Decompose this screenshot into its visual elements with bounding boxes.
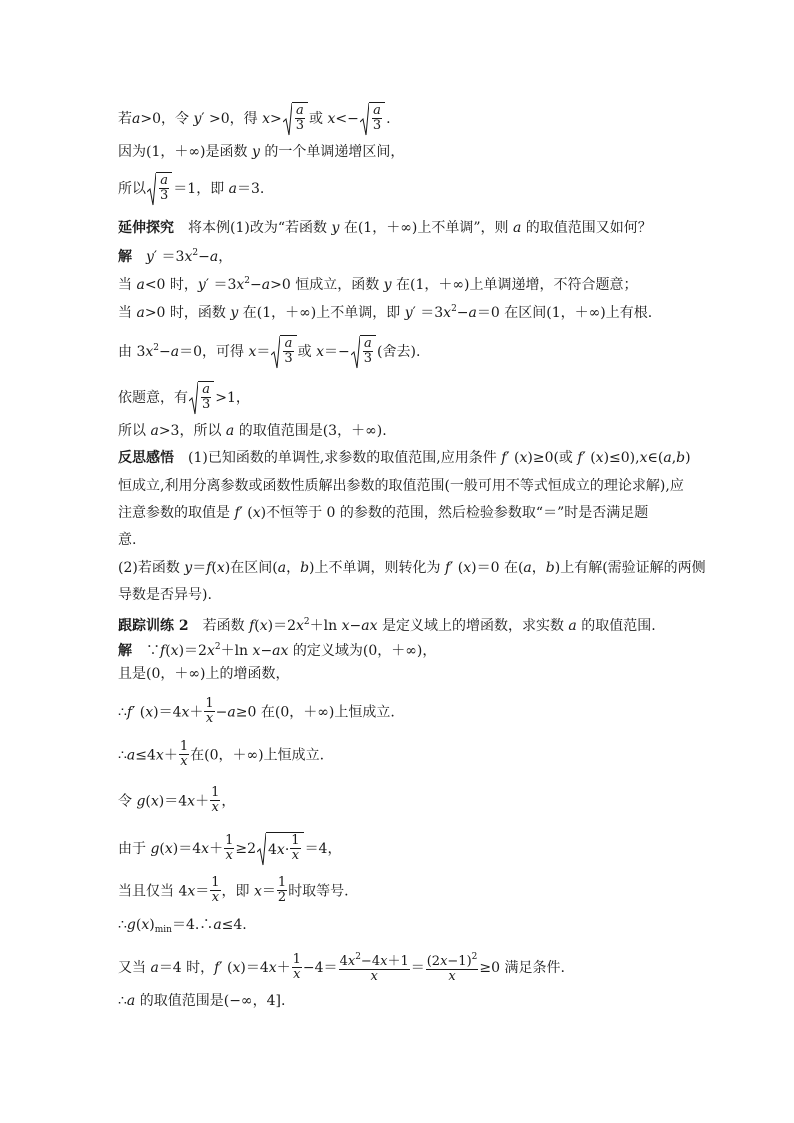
line-2: 因为(1，＋∞)是函数 y 的一个单调递增区间， [118,144,405,160]
line-26: 又当 a＝4 时，f′ (x)＝4x＋ $\frac{1}{x}$ −4＝ $\frac{4x^2-4x+1}{x}$ ＝ $\frac{(2x-1)^2}{x}$ ≥0 满足条件. [118,951,565,984]
sqrt-a-over-3: $\frac{a}{3}$ [283,102,308,136]
line-9: 依题意，有 $\frac{a}{3}$ >1， [118,381,250,407]
line-21: ∴a≤4x＋ $\frac{1}{x}$ 在(0，＋∞)上恒成立. [118,739,325,769]
line-25: $\therefore g(x)_{min}=4.\therefore a\le 4$. [118,917,247,935]
line-4: 延伸探究 将本例(1)改为“若函数 y 在(1，＋∞)上不单调”，则 a 的取值范围又如何？ [118,220,652,236]
label-practice: 跟踪训练 2 [118,618,189,634]
line-14: 意. [118,532,137,548]
line-17: 跟踪训练 2 若函数 $f(x)=2x^2+\ln$ x−ax 是定义域上的增函数，求实数 a 的取值范围. [118,617,656,634]
line-24: 当且仅当 4x＝ $\frac{1}{x}$ ，即 x＝ $\frac{1}{2}$ 时取等号. [118,875,349,905]
line-20: ∴f′ (x)＝4x＋ $\frac{1}{x}$ −a≥0 在(0，＋∞)上恒成立. [118,696,395,726]
line-7: 当 a>0 时，函数 y 在(1，＋∞)上不单调，即 $y' =3x^2-a=0$ 在区间(1，＋∞)上有根. [118,304,653,321]
line-12: 恒成立,利用分离参数或函数性质解出参数的取值范围(一般可用不等式恒成立的理论求解),应 [118,478,684,494]
line-5: 解 $y' =3x^2-a$， [118,248,233,265]
sqrt-4x-times-1-over-x: 4 x · $\frac{1}{x}$ [257,832,304,866]
sqrt-a-over-3: $\frac{a}{3}$ [271,335,296,369]
line-22: 令 g(x)＝4x＋ $\frac{1}{x}$ ， [118,785,236,815]
line-19: 且是(0，＋∞)上的增函数， [118,666,290,682]
sqrt-a-over-3: $\frac{a}{3}$ [147,172,172,206]
line-6: 当 a<0 时，$y' =3x^2-a>0$ 恒成立，函数 y 在(1，＋∞)上单调递增，不符合题意； [118,276,638,293]
line-3: 所以 $\frac{a}{3}$ ＝1，即 a＝3. [118,172,264,198]
line-10: 所以 a>3，所以 a 的取值范围是(3，＋∞). [118,423,387,439]
label-extension: 延伸探究 [118,220,174,236]
line-16: 导数是否异号). [118,587,212,603]
line-18: 解 $\because f(x)=2x^2+\ln$ x−ax 的定义域为(0，＋∞)， [118,642,437,659]
label-reflection: 反思感悟 [118,450,174,466]
line-27: ∴a 的取值范围是(−∞，4]. [118,993,286,1009]
sqrt-a-over-3: $\frac{a}{3}$ [189,381,214,415]
sqrt-a-over-3: $\frac{a}{3}$ [360,102,385,136]
line-23: 由于 g(x)＝4x＋ $\frac{1}{x}$ ≥2 4 x · $\frac{1}{x}$ ＝4， [118,832,341,858]
line-13: 注意参数的取值是 f′ (x)不恒等于 0 的参数的范围，然后检验参数取“＝”时是否满足题 [118,505,649,521]
line-1: 若a>0，令 y′ >0，得 x> $\frac{a}{3}$ 或 x<− $\frac{a}{3}$ . [118,102,391,128]
sqrt-a-over-3: $\frac{a}{3}$ [351,335,376,369]
line-8: 由 $3x^2-a=0$，可得 x＝ $\frac{a}{3}$ 或 x＝− $\frac{a}{3}$ (舍去). [118,335,420,361]
line-15: (2)若函数 y＝f(x)在区间(a，b)上不单调，则转化为 f′ (x)＝0 在(a，b)上有解(需验证解的两侧 [118,560,706,576]
line-11: 反思感悟 (1)已知函数的单调性,求参数的取值范围,应用条件 f′ (x)≥0(或 f′ (x)≤0),x∈(a,b) [118,450,691,466]
